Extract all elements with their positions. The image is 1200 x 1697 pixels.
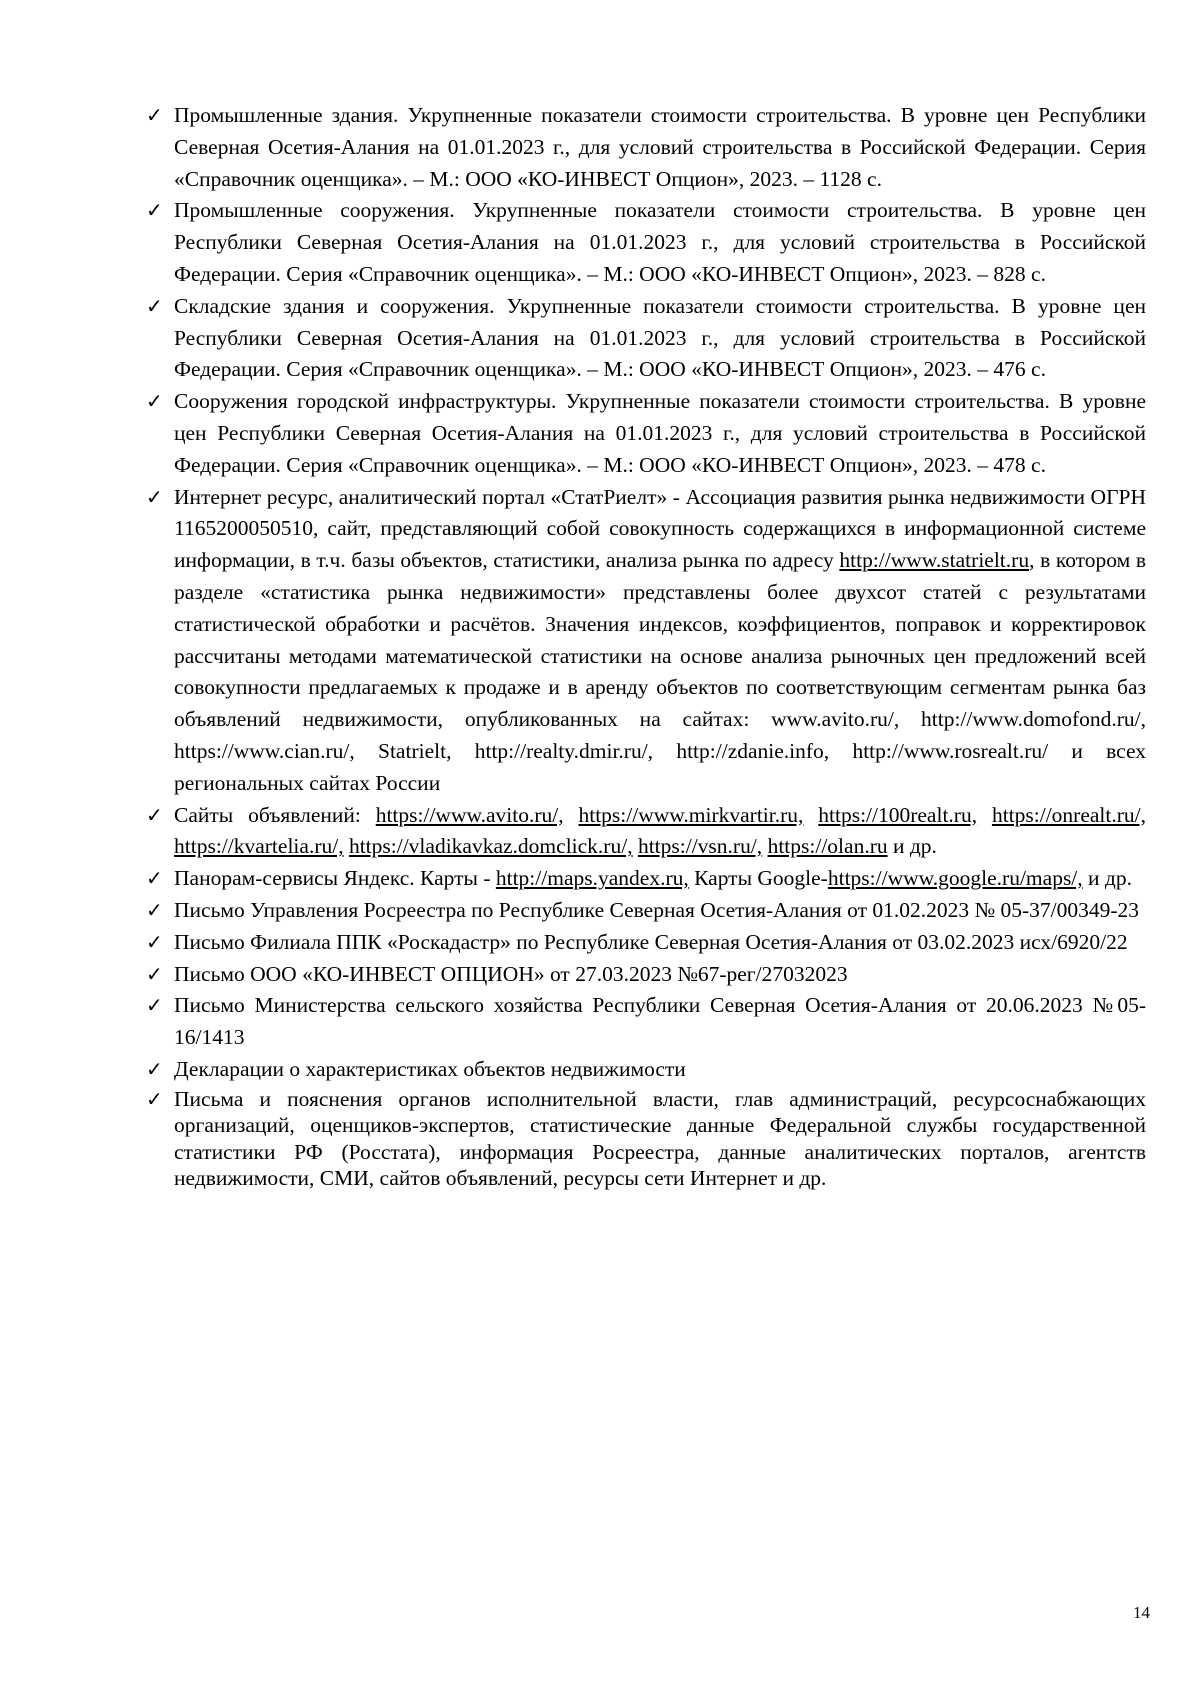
list-item: [146, 990, 1146, 1054]
checkmark-icon: ✓: [146, 103, 163, 127]
onrealt-link[interactable]: https://onrealt.ru/,: [991, 802, 1146, 827]
item-text: Промышленные здания. Укрупненные показатели стоимости строительства. В уровне цен Республики Северная Осетия-Алания на 01.01.2023 г., для условий строительства в Российской Федерации. Серия «Справочник оценщика». – М.: ООО «КО-ИНВЕСТ Опцион», 2023. – 1128 с.: [174, 103, 1146, 191]
item-text: Сайты объявлений:: [174, 802, 376, 827]
list-item: [146, 195, 1146, 290]
item-text: , в котором в разделе «статистика рынка недвижимости» представлены более двухсот статей с результатами статистической обработки и расчётов. Значения индексов, коэффициентов, поправок и корректировок рассчитаны методами математической статистики на основе анализа рыночных цен предложений всей совокупности предлагаемых к продаже и в аренду объектов по соответствующим сегментам рынка баз объявлений недвижимости, опубликованных на сайтах: www.avito.ru/, http://www.domofond.ru/, https://www.cian.ru/, Statrielt, http://realty.dmir.ru/, http://zdanie.info, http://www.rosrealt.ru/ и всех региональных сайтах России: [174, 548, 1147, 795]
checkmark-icon: ✓: [146, 993, 163, 1018]
list-item: [146, 895, 1146, 927]
item-text: Письмо Министерства сельского хозяйства Республики Северная Осетия-Алания от 20.06.2023 №05-16/1413: [174, 993, 1146, 1050]
item-text: Панорам-сервисы Яндекс. Карты -: [174, 866, 496, 891]
checkmark-icon: ✓: [146, 866, 163, 891]
list-item: [146, 863, 1146, 895]
checkmark-icon: ✓: [146, 389, 163, 414]
checkmark-icon: ✓: [146, 484, 163, 509]
item-text: Декларации о характеристиках объектов недвижимости: [174, 1056, 686, 1081]
item-text: Письмо Управления Росреестра по Республике Северная Осетия-Алания от 01.02.2023 № 05-37/00349-23: [174, 897, 1139, 922]
list-item: [146, 927, 1146, 959]
item-text: и др.: [887, 834, 937, 859]
checkmark-icon: ✓: [146, 897, 163, 922]
item-text: Промышленные сооружения. Укрупненные показатели стоимости строительства. В уровне цен Республики Северная Осетия-Алания на 01.01.2023 г., для условий строительства в Российской Федерации. Серия «Справочник оценщика». – М.: ООО «КО-ИНВЕСТ Опцион», 2023. – 828 с.: [174, 198, 1146, 286]
domclick-link[interactable]: https://vladikavkaz.domclick.ru/,: [348, 834, 633, 859]
statrielt-link[interactable]: http://www.statrielt.ru: [839, 548, 1030, 573]
list-item: [146, 291, 1146, 386]
checkmark-icon: ✓: [146, 1056, 163, 1081]
checkmark-icon: ✓: [146, 198, 163, 223]
100realt-link[interactable]: https://100realt.ru,: [818, 802, 978, 827]
yandex-maps-link[interactable]: http://maps.yandex.ru,: [495, 866, 689, 891]
list-item: [146, 482, 1146, 800]
avito-link[interactable]: https://www.avito.ru/,: [375, 802, 564, 827]
olan-link[interactable]: https://olan.ru: [767, 834, 888, 859]
item-text: и др.: [1082, 866, 1132, 891]
list-item: [146, 100, 1146, 195]
page-number: 14: [1133, 1603, 1150, 1622]
mirkvartir-link[interactable]: https://www.mirkvartir.ru,: [578, 802, 804, 827]
list-item: [146, 800, 1146, 864]
list-item: [146, 1086, 1146, 1192]
list-item: [146, 959, 1146, 991]
list-item: [146, 1054, 1146, 1086]
google-maps-link[interactable]: https://www.google.ru/maps/,: [827, 866, 1083, 891]
item-text: Складские здания и сооружения. Укрупненные показатели стоимости строительства. В уровне цен Республики Северная Осетия-Алания на 01.01.2023 г., для условий строительства в Российской Федерации. Серия «Справочник оценщика». – М.: ООО «КО-ИНВЕСТ Опцион», 2023. – 476 с.: [174, 293, 1146, 382]
checkmark-icon: ✓: [146, 802, 163, 827]
item-text: Письмо ООО «КО-ИНВЕСТ ОПЦИОН» от 27.03.2023 №67-рег/27032023: [174, 961, 848, 986]
vsn-link[interactable]: https://vsn.ru/,: [637, 834, 763, 859]
checkmark-icon: ✓: [146, 961, 163, 986]
item-text: Письма и пояснения органов исполнительной власти, глав администраций, ресурсоснабжающих организаций, оценщиков-экспертов, статистические данные Федеральной службы государственной статистики РФ (Росстата), информация Росреестра, данные аналитических порталов, агентств недвижимости, СМИ, сайтов объявлений, ресурсы сети Интернет и др.: [174, 1086, 1146, 1191]
item-text: Письмо Филиала ППК «Роскадастр» по Республике Северная Осетия-Алания от 03.02.2023 исх/6920/22: [174, 929, 1128, 954]
item-text: Интернет ресурс, аналитический портал «СтатРиелт» - Ассоциация развития рынка недвижимости ОГРН 1165200050510, сайт, представляющий собой совокупность содержащихся в информационной системе информации, в т.ч. базы объектов, статистики, анализа рынка по адресу: [174, 484, 1146, 573]
kvartelia-link[interactable]: https://kvartelia.ru/,: [174, 834, 344, 859]
source-list: [146, 100, 1146, 1192]
item-text: Карты Google-: [688, 866, 828, 891]
list-item: [146, 386, 1146, 481]
checkmark-icon: ✓: [146, 293, 163, 318]
checkmark-icon: ✓: [146, 1086, 163, 1111]
item-text: Сооружения городской инфраструктуры. Укрупненные показатели стоимости строительства. В уровне цен Республики Северная Осетия-Алания на 01.01.2023 г., для условий строительства в Российской Федерации. Серия «Справочник оценщика». – М.: ООО «КО-ИНВЕСТ Опцион», 2023. – 478 с.: [174, 389, 1146, 477]
checkmark-icon: ✓: [146, 929, 163, 954]
